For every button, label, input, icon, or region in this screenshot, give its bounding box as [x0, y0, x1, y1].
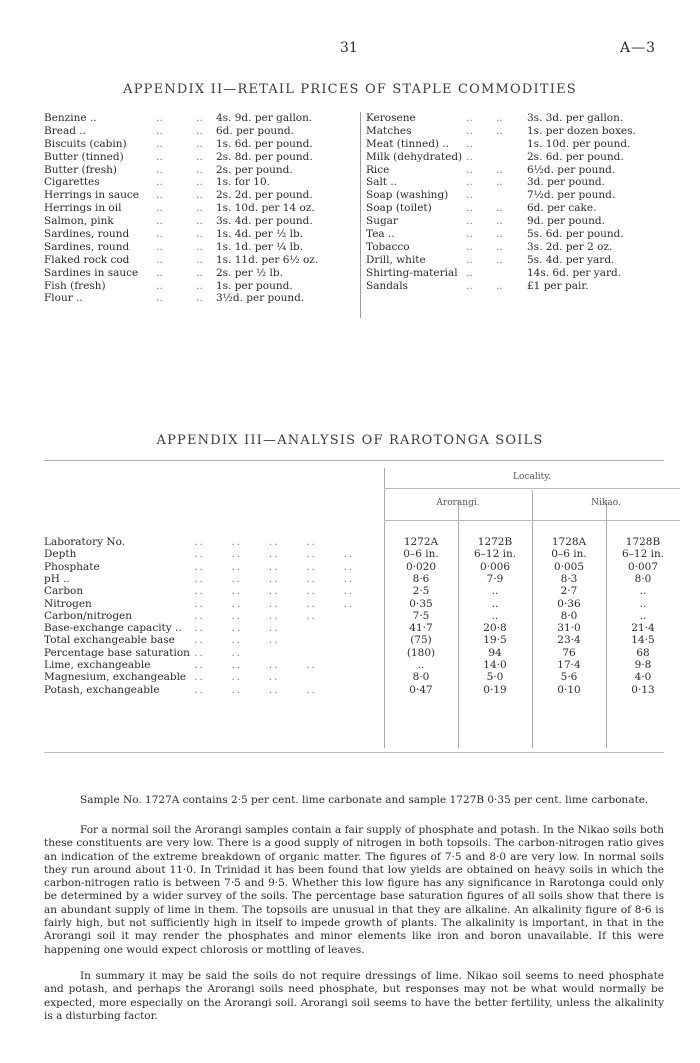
column-divider [360, 112, 361, 318]
commodity-name: Butter (tinned) [44, 150, 124, 163]
price-row [44, 228, 359, 241]
appendix-iii-title: APPENDIX III—ANALYSIS OF RAROTONGA SOILS [156, 433, 544, 448]
table-cell: 0–6 in. [403, 548, 439, 561]
table-cell: 2·5 [412, 585, 430, 598]
commodity-price: 3d. per pound. [527, 176, 605, 189]
leader-dots: .. [466, 137, 473, 150]
price-row [44, 241, 359, 254]
commodity-price: 2s. per ½ lb. [216, 266, 283, 279]
table-cell: 0·19 [483, 683, 507, 696]
price-row [44, 267, 359, 280]
price-row [366, 228, 666, 241]
table-row [44, 548, 664, 560]
row-label: Depth [44, 548, 77, 561]
table-cell: 9·8 [634, 659, 652, 671]
commodity-price: 2s. per pound. [216, 163, 293, 176]
leader-dots: .. .. .. [194, 634, 280, 647]
appendix-ii-title: APPENDIX II—RETAIL PRICES OF STAPLE COMMODITIES [123, 82, 577, 97]
commodity-price: 2s. 2d. per pound. [216, 189, 313, 202]
table-cell: 94 [488, 646, 502, 659]
commodity-price: 6½d. per pound. [527, 163, 616, 176]
leader-dots: .. .. [466, 112, 503, 124]
price-row [366, 125, 666, 138]
table-cell: 31·0 [557, 622, 581, 635]
table-cell: 6–12 in. [621, 548, 665, 561]
leader-dots: .. [466, 189, 473, 202]
commodity-price: 5s. 6d. per pound. [527, 228, 624, 241]
table-cell: (75) [410, 634, 432, 647]
table-row [44, 622, 664, 634]
row-label: Total exchangeable base [44, 634, 175, 647]
table-cell: 8·3 [560, 572, 578, 585]
table-cell: 0·006 [479, 560, 511, 573]
leader-dots: .. .. [466, 215, 503, 228]
commodity-name: Herrings in oil [44, 202, 122, 215]
price-row [44, 280, 359, 293]
row-label: Phosphate [44, 560, 100, 573]
price-row [44, 138, 359, 151]
commodity-name: Flour .. [44, 292, 83, 305]
commodity-name: Kerosene [366, 112, 416, 124]
paragraph-soil-discussion: For a normal soil the Arorangi samples contain a fair supply of phosphate and potash. In the Nikao soils both these constituents are very low. There is a good supply of nitrogen in both topsoils. The carbon-nitrogen ratio gives an indication of the extreme breakdown of organic matter. The figures of 7·5 and 8·0 are very low. In normal soils they run around about 11·0. In Trinidad it has been found that low yields are obtained on heavy soils in which the carbon-nitrogen ratio is between 7·5 and 9·5. Whether this low figure has any significance in Rarotonga could only be determined by a wider survey of the soils. The percentage base saturation figures of all soils show that there is an abundant supply of lime in them. The topsoils are unusual in that they are alkaline. An alkalinity figure of 8·6 is fairly high, but not sufficiently high in itself to impede growth of plants. The alkalinity is important, in that in the Arorangi soil it may render the phosphates and minor elements like iron and boron unavailable. If this were happening one would expect chlorosis or mottling of leaves. [44, 824, 664, 956]
leader-dots: .. .. [156, 137, 203, 150]
table-cell: .. [491, 585, 499, 598]
table-cell: 1272A [403, 536, 439, 548]
commodity-name: Matches [366, 124, 412, 137]
leader-dots: .. .. [466, 163, 503, 176]
table-bottom-rule [44, 752, 664, 753]
commodity-name: Sardines in sauce [44, 266, 139, 279]
commodity-price: 1s. 6d. per pound. [216, 137, 313, 150]
commodity-name: Sardines, round [44, 228, 130, 241]
table-cell: 7·9 [486, 572, 504, 585]
leader-dots: .. .. [466, 279, 503, 292]
price-row [366, 189, 666, 202]
leader-dots: .. .. [466, 253, 503, 266]
table-cell: 5·0 [486, 671, 504, 684]
price-row [44, 151, 359, 164]
commodity-price: 1s. for 10. [216, 176, 271, 189]
commodity-price: 4s. 9d. per gallon. [216, 112, 313, 124]
commodity-price: 1s. 4d. per ½ lb. [216, 228, 304, 241]
price-row [44, 176, 359, 189]
price-row [366, 176, 666, 189]
commodity-price: 7½d. per pound. [527, 189, 616, 202]
price-row [44, 125, 359, 138]
commodity-name: Herrings in sauce [44, 189, 139, 202]
leader-dots: .. .. [466, 240, 503, 253]
commodity-name: Salmon, pink [44, 215, 114, 228]
table-cell: 19·5 [483, 634, 507, 647]
row-label: Percentage base saturation [44, 646, 190, 659]
table-cell: 1272B [477, 536, 513, 548]
table-top-rule [44, 460, 664, 461]
table-cell: 21·4 [631, 622, 655, 635]
row-label: Potash, exchangeable [44, 683, 160, 696]
table-cell: 68 [636, 646, 650, 659]
commodity-name: Biscuits (cabin) [44, 137, 127, 150]
table-row [44, 598, 664, 610]
table-cell: 8·0 [560, 609, 578, 622]
table-cell: 7·5 [412, 609, 430, 622]
leader-dots: .. .. .. .. .. [194, 572, 355, 585]
header-rule [384, 488, 680, 489]
table-cell: (180) [406, 646, 436, 659]
table-row [44, 671, 664, 683]
table-row [44, 684, 664, 696]
leader-dots: .. .. .. [194, 622, 280, 635]
leader-dots: .. .. [156, 189, 203, 202]
commodity-price: 3s. 4d. per pound. [216, 215, 313, 228]
row-label: Nitrogen [44, 597, 92, 610]
table-row [44, 647, 664, 659]
table-row [44, 610, 664, 622]
table-cell: 20·8 [483, 622, 507, 635]
row-label: Base-exchange capacity .. [44, 622, 182, 635]
leader-dots: .. .. [466, 202, 503, 215]
leader-dots: .. .. [156, 253, 203, 266]
commodity-name: Tobacco [366, 240, 410, 253]
table-row [44, 634, 664, 646]
leader-dots: .. .. [156, 279, 203, 292]
commodity-name: Salt .. [366, 176, 398, 189]
commodity-price: 3s. 3d. per gallon. [527, 112, 624, 124]
price-row [366, 112, 666, 125]
table-cell: 0–6 in. [551, 548, 587, 561]
commodity-name: Sardines, round [44, 240, 130, 253]
table-cell: .. [639, 609, 647, 622]
paragraph-sample-note: Sample No. 1727A contains 2·5 per cent. lime carbonate and sample 1727B 0·35 per cent. lime carbonate. [80, 794, 649, 806]
commodity-price: 1s. 1d. per ¼ lb. [216, 240, 304, 253]
table-cell: 0·47 [409, 683, 433, 696]
commodity-price: 2s. 6d. per pound. [527, 150, 624, 163]
leader-dots: .. .. [156, 150, 203, 163]
row-label: Carbon/nitrogen [44, 609, 133, 622]
commodity-price: 1s. 10d. per 14 oz. [216, 202, 315, 215]
commodity-name: Meat (tinned) .. [366, 137, 450, 150]
table-cell: 8·6 [412, 572, 430, 585]
page-header [0, 40, 700, 56]
table-cell: 5·6 [560, 671, 578, 684]
commodity-price: 1s. per pound. [216, 279, 293, 292]
table-row [44, 536, 664, 548]
commodity-name: Sugar [366, 215, 398, 228]
commodity-price: 14s. 6d. per yard. [527, 266, 622, 279]
table-cell: 0·020 [405, 560, 437, 573]
row-label: Laboratory No. [44, 536, 126, 548]
price-row [366, 267, 666, 280]
table-cell: 0·36 [557, 597, 581, 610]
leader-dots: .. .. .. .. [194, 659, 317, 671]
commodity-price: 6d. per pound. [216, 124, 294, 137]
leader-dots: .. .. [156, 112, 203, 124]
table-row [44, 585, 664, 597]
table-cell: 1728B [625, 536, 661, 548]
commodity-price: 3½d. per pound. [216, 292, 305, 305]
page-reference: A—3 [619, 40, 656, 56]
leader-dots: .. [466, 150, 473, 163]
commodity-price: 2s. 8d. per pound. [216, 150, 313, 163]
leader-dots: .. .. .. .. [194, 683, 317, 696]
commodity-price: 1s. 10d. per pound. [527, 137, 631, 150]
table-cell: 1728A [551, 536, 587, 548]
price-row [44, 112, 359, 125]
commodity-name: Sandals [366, 279, 408, 292]
table-cell: 6–12 in. [473, 548, 517, 561]
table-cell: 2·7 [560, 585, 578, 598]
table-row [44, 573, 664, 585]
commodity-name: Bread .. [44, 124, 86, 137]
nikao-header: Nikao. [591, 498, 621, 508]
table-cell: .. [639, 597, 647, 610]
header-rule [384, 520, 680, 521]
table-cell: 41·7 [409, 622, 433, 635]
commodity-price: 9d. per pound. [527, 215, 605, 228]
price-row [366, 164, 666, 177]
commodity-price: 1s. 11d. per 6½ oz. [216, 253, 319, 266]
table-cell: 14·0 [483, 659, 507, 671]
price-row [366, 215, 666, 228]
row-label: Lime, exchangeable [44, 659, 151, 671]
commodity-name: Flaked rock cod [44, 253, 130, 266]
leader-dots: .. .. .. .. .. [194, 548, 355, 561]
paragraph-summary: In summary it may be said the soils do not require dressings of lime. Nikao soil seems to need phosphate and potash, and perhaps the Arorangi soils need phosphate, but responses may not be what would normally be expected, more especially on the Arorangi soil. Arorangi soil seems to have the better fertility, unless the alkalinity is a disturbing factor. [44, 970, 664, 1022]
commodity-name: Milk (dehydrated) [366, 150, 463, 163]
leader-dots: .. .. [156, 176, 203, 189]
table-cell: .. [491, 609, 499, 622]
leader-dots: .. .. [194, 646, 243, 659]
locality-header: Locality. [513, 472, 551, 482]
price-row [44, 292, 359, 305]
soil-analysis-table [44, 460, 664, 756]
leader-dots: .. .. [156, 292, 203, 305]
row-label: Magnesium, exchangeable [44, 671, 187, 684]
price-row [44, 215, 359, 228]
price-row [44, 164, 359, 177]
table-cell: 0·005 [553, 560, 585, 573]
leader-dots: .. .. .. .. [194, 536, 317, 548]
price-row [44, 202, 359, 215]
table-cell: 8·0 [634, 572, 652, 585]
price-row [366, 241, 666, 254]
commodity-price: 3s. 2d. per 2 oz. [527, 240, 613, 253]
commodity-name: Shirting-material [366, 266, 458, 279]
table-cell: 8·0 [412, 671, 430, 684]
commodity-name: Rice [366, 163, 390, 176]
price-column-left [44, 112, 359, 305]
commodity-name: Cigarettes [44, 176, 100, 189]
leader-dots: .. .. [156, 228, 203, 241]
price-row [44, 189, 359, 202]
price-row [366, 280, 666, 293]
commodity-name: Benzine .. [44, 112, 97, 124]
commodity-name: Butter (fresh) [44, 163, 117, 176]
table-cell: 14·5 [631, 634, 655, 647]
leader-dots: .. .. [156, 124, 203, 137]
table-cell: 0·35 [409, 597, 433, 610]
table-cell: 17·4 [557, 659, 581, 671]
table-cell: .. [417, 659, 425, 671]
leader-dots: .. .. .. .. .. [194, 560, 355, 573]
leader-dots: .. .. [466, 176, 503, 189]
leader-dots: .. .. .. .. [194, 609, 317, 622]
leader-dots: .. [466, 266, 473, 279]
row-label: Carbon [44, 585, 84, 598]
price-row [366, 254, 666, 267]
price-row [44, 254, 359, 267]
table-cell: 4·0 [634, 671, 652, 684]
leader-dots: .. .. .. [194, 671, 280, 684]
arorangi-header: Arorangi. [436, 498, 480, 508]
row-label: pH .. [44, 572, 70, 585]
commodity-price: £1 per pair. [527, 279, 589, 292]
commodity-name: Tea .. [366, 228, 395, 241]
page-number: 31 [340, 40, 358, 56]
table-row [44, 659, 664, 671]
leader-dots: .. .. [466, 124, 503, 137]
price-row [366, 202, 666, 215]
leader-dots: .. .. [156, 163, 203, 176]
price-row [366, 151, 666, 164]
leader-dots: .. .. .. .. .. [194, 585, 355, 598]
table-cell: .. [491, 597, 499, 610]
commodity-price: 1s. per dozen boxes. [527, 124, 636, 137]
leader-dots: .. .. [156, 202, 203, 215]
table-cell: 0·007 [627, 560, 659, 573]
price-column-right [366, 112, 666, 292]
leader-dots: .. .. [156, 240, 203, 253]
leader-dots: .. .. [156, 266, 203, 279]
commodity-name: Drill, white [366, 253, 426, 266]
table-cell: 0·10 [557, 683, 581, 696]
leader-dots: .. .. [156, 215, 203, 228]
table-cell: .. [639, 585, 647, 598]
commodity-name: Fish (fresh) [44, 279, 106, 292]
commodity-price: 5s. 4d. per yard. [527, 253, 615, 266]
commodity-name: Soap (washing) [366, 189, 449, 202]
price-row [366, 138, 666, 151]
table-cell: 76 [562, 646, 576, 659]
table-cell: 0·13 [631, 683, 655, 696]
leader-dots: .. .. .. .. .. [194, 597, 355, 610]
leader-dots: .. .. [466, 228, 503, 241]
commodity-name: Soap (toilet) [366, 202, 432, 215]
table-row [44, 561, 664, 573]
commodity-price: 6d. per cake. [527, 202, 597, 215]
table-cell: 23·4 [557, 634, 581, 647]
